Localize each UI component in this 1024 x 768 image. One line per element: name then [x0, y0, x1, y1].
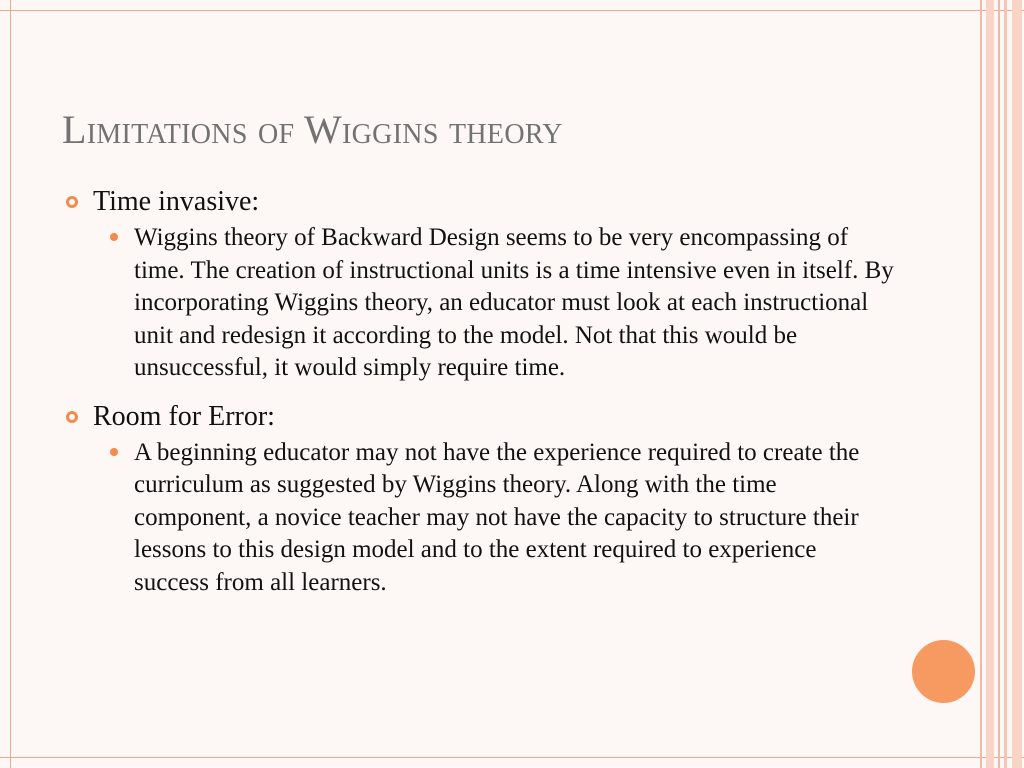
section-body-text: A beginning educator may not have the experience required to create the curriculum as suggested by Wiggins theory. Along with the time component, a novice teacher may not have the capacity to structure their lessons to this design model and to the extent required to experience success from all learners. — [134, 438, 860, 596]
section-heading — [60, 184, 890, 220]
section-body — [134, 437, 894, 600]
stripe — [998, 0, 1000, 768]
frame-line-left — [10, 0, 11, 768]
stripe — [1004, 0, 1007, 768]
frame-line-bottom — [0, 757, 1024, 758]
slide-title: Limitations of Wiggins theory — [62, 107, 563, 152]
dot-bullet-icon — [110, 448, 118, 456]
stripe — [980, 0, 982, 768]
stripe — [1012, 0, 1022, 768]
section-heading — [60, 399, 890, 435]
ring-bullet-icon — [66, 411, 78, 423]
slide-content — [60, 184, 894, 613]
section-body-text: Wiggins theory of Backward Design seems to be very encompassing of time. The creation of instructional units is a time intensive even in itself. By incorporating Wiggins theory, an educator must look at each instructional unit and redesign it according to the model. Not that this would be unsuccessful, it would simply require time. — [134, 224, 894, 381]
ring-bullet-icon — [66, 196, 78, 208]
decorative-circle — [912, 640, 975, 703]
section-heading-text: Room for Error: — [93, 400, 275, 432]
section-heading-text: Time invasive: — [93, 186, 260, 217]
stripe — [986, 0, 994, 768]
dot-bullet-icon — [110, 233, 118, 241]
section-body — [134, 222, 894, 385]
decorative-stripes — [978, 0, 1024, 768]
frame-line-top — [0, 10, 1024, 11]
